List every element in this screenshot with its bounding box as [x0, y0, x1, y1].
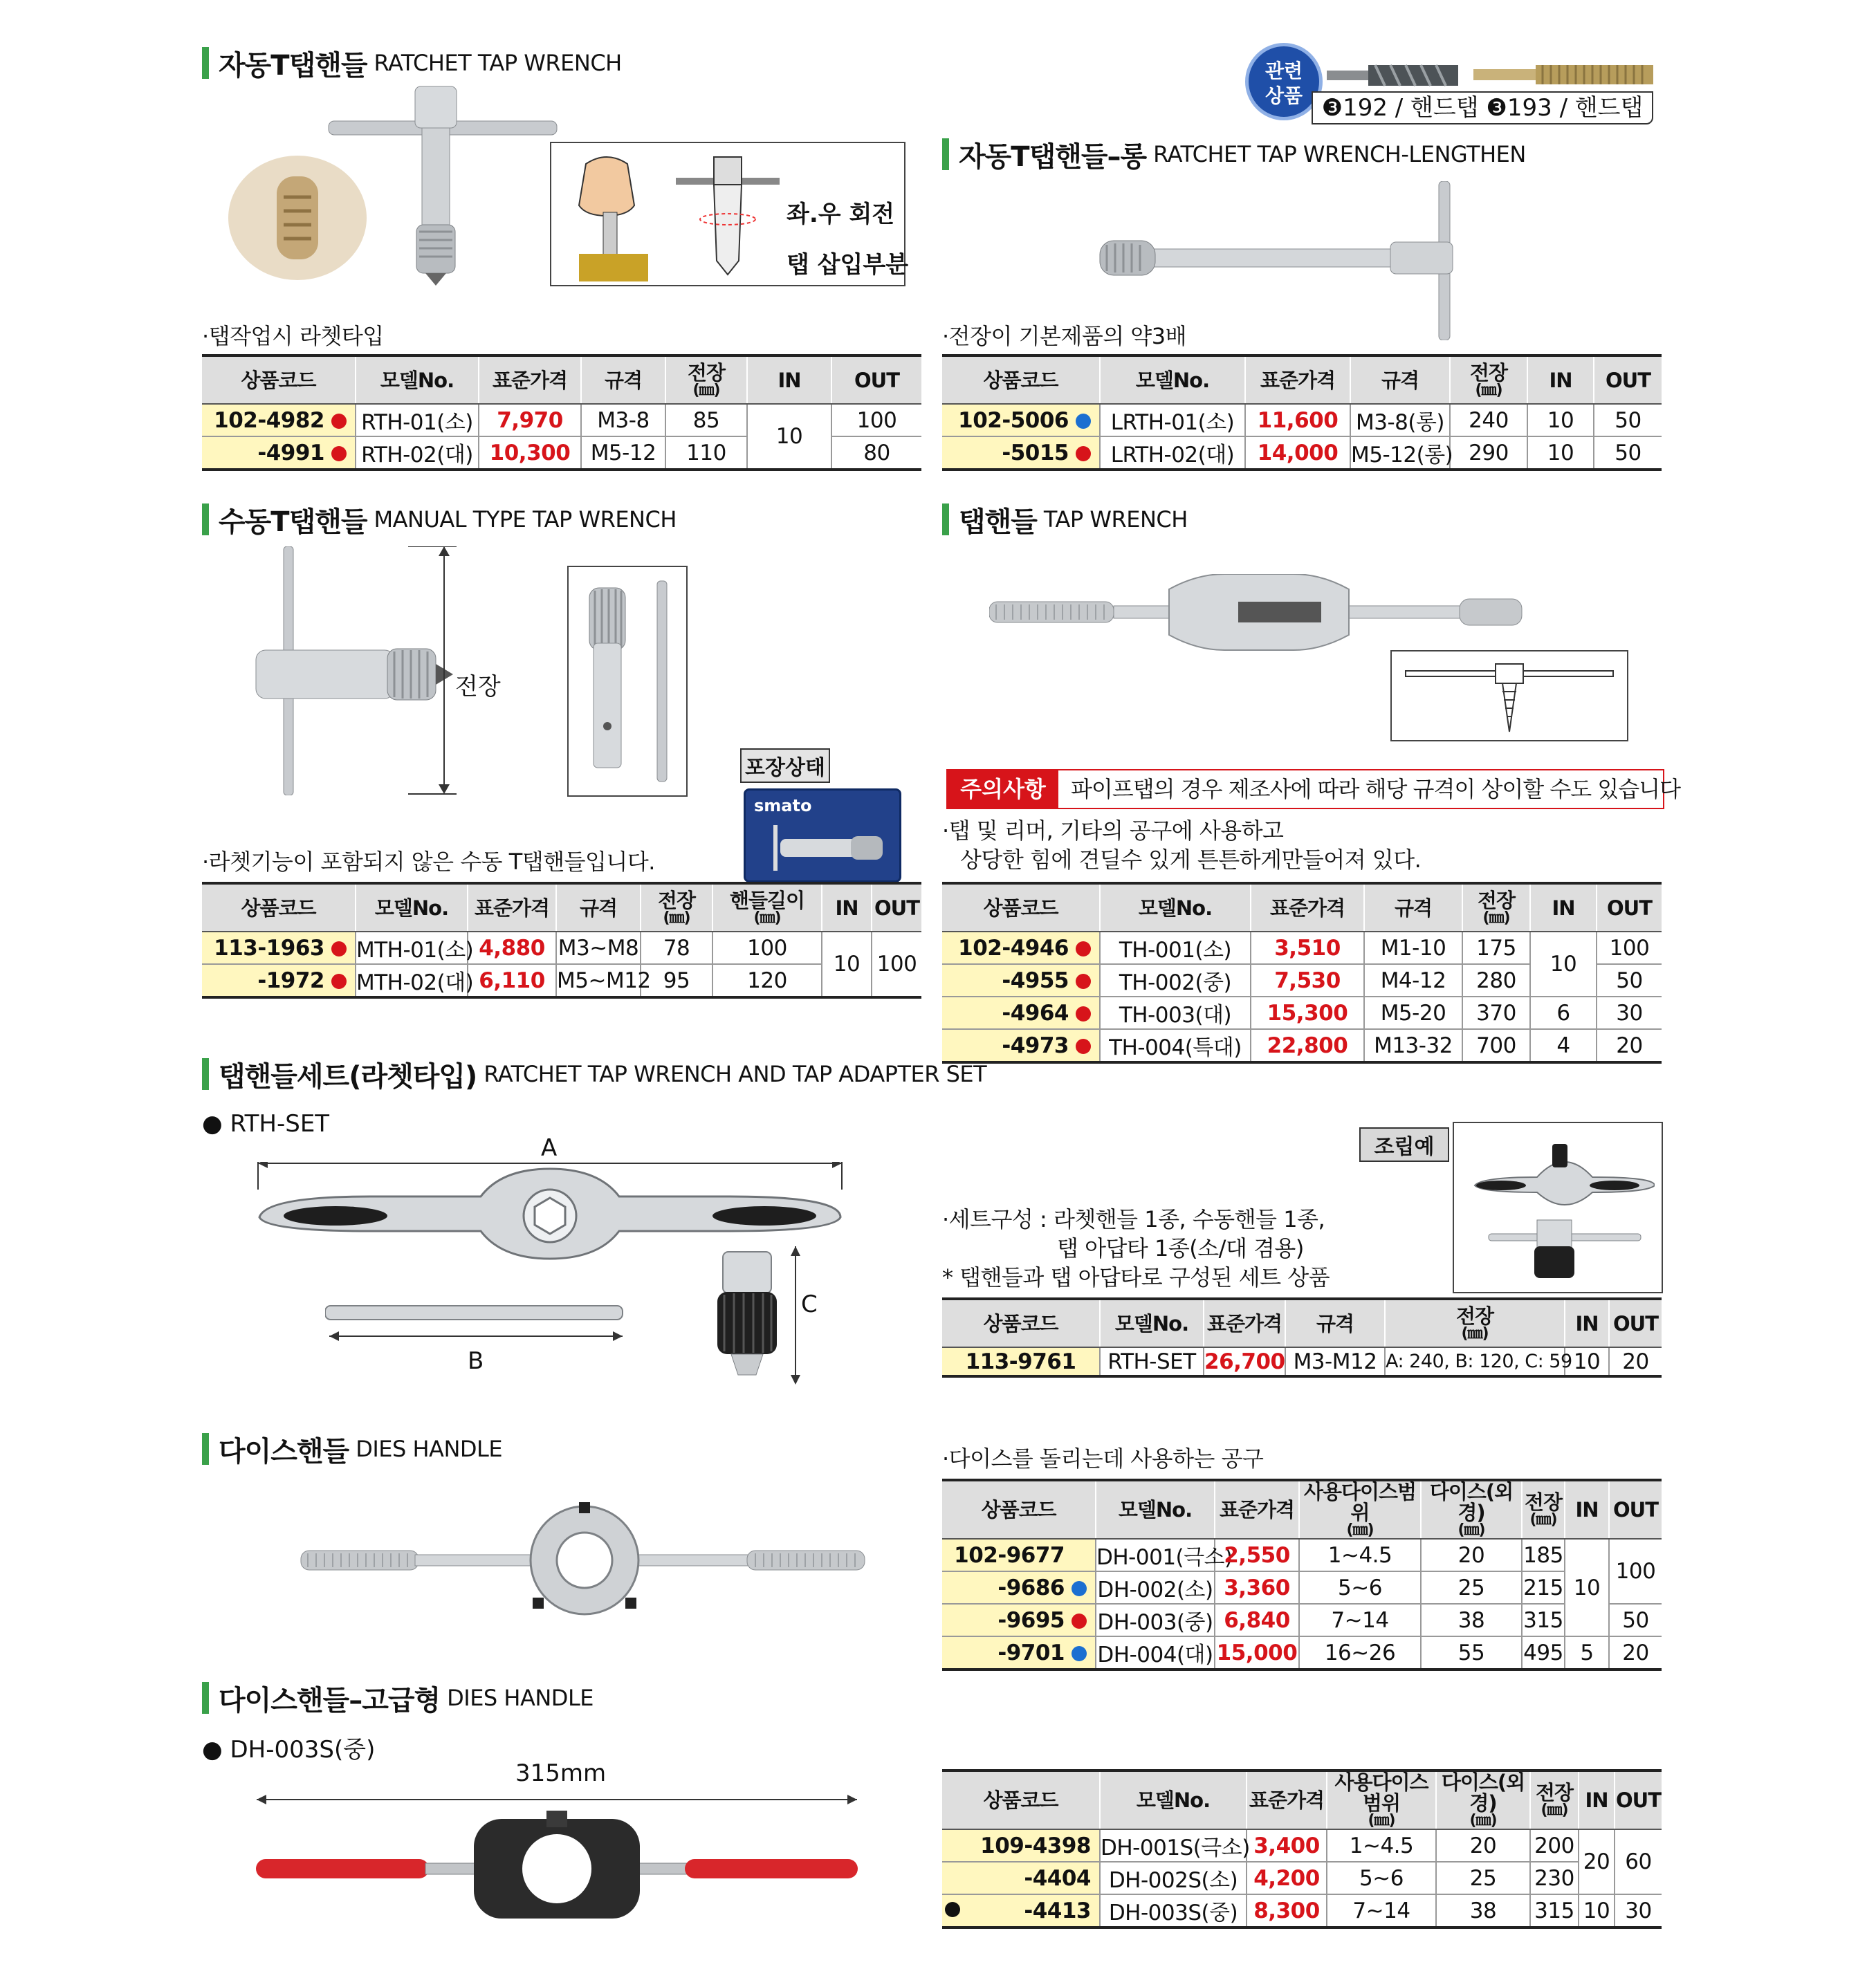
- table-row: -5015 LRTH-02(대) 14,000 M5-12(롱) 290 10 50: [942, 436, 1662, 470]
- dies-premium-bullet: ● DH-003S(중): [202, 1736, 376, 1764]
- table-row: 102-4982 RTH-01(소) 7,970 M3-8 85 10 100: [202, 404, 921, 436]
- hand-tap-image: [1473, 61, 1660, 89]
- tap-wrench-table: 상품코드 모델No. 표준가격 규격 전장 (㎜) IN OUT 102-4946 TH-001(소) 3,510 M1-10 175 10 100 -4955 TH-002(중) 7,530 M4-12 280 50 -4964 TH-003(대) 15,300 M5-20 370 6 30 -4973 TH-004(특대) 22,800 M13-32 700 4 20: [942, 882, 1662, 1064]
- package-brand: smato: [754, 796, 812, 815]
- dies-table: 상품코드 모델No. 표준가격 사용다이스범위 (㎜) 다이스(외경) (㎜) 전장 (㎜) IN OUT 102-9677 DH-001(극소) 2,550 1~4.5 20 185 10 100 -9686 DH-002(소) 3,360 5~6 25 215 -9695 DH-003(중) 6,840 7~14 38 315 50 -9701 DH-004(대) 15,000 16~26 55 495 5 20: [942, 1479, 1662, 1671]
- status-dot: [331, 974, 347, 989]
- table-row: -1972 MTH-02(대) 6,110 M5~M12 95 120: [202, 964, 921, 997]
- table-row: 113-1963 MTH-01(소) 4,880 M3~M8 78 100 10 100: [202, 932, 921, 964]
- table-row: -4991 RTH-02(대) 10,300 M5-12 110 80: [202, 436, 921, 470]
- table-row: -4964 TH-003(대) 15,300 M5-20 370 6 30: [942, 997, 1662, 1029]
- package-tag: 포장상태: [740, 748, 830, 783]
- wrench-diagram: [676, 150, 780, 281]
- tap-wrench-diagram: [1390, 650, 1628, 741]
- tap-wrench-diagram-svg: [1399, 658, 1620, 734]
- ratchet-note: ·탭작업시 라쳇타입: [202, 323, 384, 349]
- spiral-tap-image: [1327, 61, 1465, 91]
- status-dot: [1072, 1581, 1087, 1596]
- dim-label-c: C: [801, 1291, 818, 1318]
- status-dot: [331, 446, 347, 461]
- manual-wrench-image: [249, 546, 470, 795]
- table-row: 102-4946 TH-001(소) 3,510 M1-10 175 10 100: [942, 932, 1662, 964]
- table-row: -9695 DH-003(중) 6,840 7~14 38 315 50: [942, 1604, 1662, 1636]
- table-row: -9686 DH-002(소) 3,360 5~6 25 215: [942, 1571, 1662, 1604]
- section-title-ratchet: 자동T탭핸들 RATCHET TAP WRENCH: [202, 47, 622, 79]
- ratchet-usage-diagram: [550, 142, 909, 286]
- assembly-tag: 조립예: [1359, 1127, 1449, 1162]
- dim-label-a: A: [541, 1134, 558, 1162]
- status-dot: [331, 941, 347, 956]
- status-dot: [331, 414, 347, 429]
- bullet-dot: ●: [202, 1736, 223, 1764]
- set-table: 상품코드 모델No. 표준가격 규격 전장 (㎜) IN OUT 113-9761 RTH-SET 26,700 M3-M12 A: 240, B: 120, C: 59 10 20: [942, 1297, 1662, 1378]
- tap-wrench-note-1: ·탭 및 리머, 기타의 공구에 사용하고: [942, 817, 1284, 844]
- dimension-label: 315mm: [515, 1759, 607, 1787]
- set-note-1: ·세트구성 : 라쳇핸들 1종, 수동핸들 1종,: [942, 1206, 1325, 1232]
- manual-parts-svg: [576, 574, 679, 788]
- assembly-svg: [1461, 1130, 1655, 1285]
- related-products: [1245, 43, 1660, 126]
- package-wrench-svg: [773, 818, 891, 874]
- set-note-2: 탭 아답타 1종(소/대 겸용): [1057, 1235, 1304, 1261]
- caution-box: [946, 769, 1681, 809]
- section-title-tap-wrench: 탭핸들 TAP WRENCH: [942, 503, 1188, 535]
- length-label: 전장: [455, 673, 501, 701]
- status-dot: [1076, 1006, 1091, 1022]
- section-title-ratchet-long: 자동T탭핸들–롱 RATCHET TAP WRENCH-LENGTHEN: [942, 138, 1526, 170]
- dies-premium-image: [252, 1784, 861, 1923]
- status-dot: [1076, 941, 1091, 956]
- set-note-3: * 탭핸들과 탭 아답타로 구성된 세트 상품: [942, 1264, 1330, 1291]
- tap-wrench-note-2: 상당한 힘에 견딜수 있게 튼튼하게만들어져 있다.: [960, 847, 1422, 873]
- status-dot: [1072, 1549, 1087, 1564]
- section-title-dies-premium: 다이스핸들–고급형 DIES HANDLE: [202, 1682, 594, 1714]
- ratchet-table: 상품코드 모델No. 표준가격 규격 전장 (㎜) IN OUT 102-4982 RTH-01(소) 7,970 M3-8 85 10 100 -4991 RTH-02(대) 10,300 M5-12 110 80: [202, 354, 921, 471]
- table-row: -9701 DH-004(대) 15,000 16~26 55 495 5 20: [942, 1636, 1662, 1670]
- manual-table: 상품코드 모델No. 표준가격 규격 전장 (㎜) 핸들길이 (㎜) IN OUT 113-1963 MTH-01(소) 4,880 M3~M8 78 100 10 100 -1972 MTH-02(대) 6,110 M5~M12 95 120: [202, 882, 921, 999]
- related-badge: 관련 상품: [1245, 43, 1323, 120]
- caution-tag: 주의사항: [948, 770, 1058, 808]
- table-row: 102-5006 LRTH-01(소) 11,600 M3-8(롱) 240 10 50: [942, 404, 1662, 436]
- table-row: -4973 TH-004(특대) 22,800 M13-32 700 4 20: [942, 1029, 1662, 1062]
- table-row: -4413 DH-003S(중) 8,300 7~14 38 315 10 30: [942, 1894, 1662, 1928]
- dim-label-b: B: [468, 1347, 484, 1375]
- ratchet-long-image: [1093, 181, 1480, 340]
- manual-note: ·라쳇기능이 포함되지 않은 수동 T탭핸들입니다.: [202, 849, 655, 875]
- caution-text: 파이프탭의 경우 제조사에 따라 해당 규격이 상이할 수도 있습니다: [1071, 776, 1681, 802]
- table-row: -4955 TH-002(중) 7,530 M4-12 280 50: [942, 964, 1662, 997]
- status-dot: [1076, 1039, 1091, 1054]
- section-title-manual: 수동T탭핸들 MANUAL TYPE TAP WRENCH: [202, 503, 677, 535]
- table-row: 113-9761 RTH-SET 26,700 M3-M12 A: 240, B: 120, C: 59 10 20: [942, 1347, 1662, 1376]
- assembly-image: [1453, 1122, 1663, 1293]
- table-row: 109-4398 DH-001S(극소) 3,400 1~4.5 20 200 20 60: [942, 1829, 1662, 1862]
- status-dot: [1076, 974, 1091, 989]
- dies-premium-table: 상품코드 모델No. 표준가격 사용다이스범위 (㎜) 다이스(외경) (㎜) 전장 (㎜) IN OUT 109-4398 DH-001S(극소) 3,400 1~4.5 20 200 20 60 -4404 DH-002S(소) 4,200 5~6 25 230 -4413 DH-003S(중) 8,300 7~14 38 315 10 30: [942, 1769, 1662, 1929]
- section-title-dies: 다이스핸들 DIES HANDLE: [202, 1433, 502, 1465]
- insert-label: 탭 삽입부분: [787, 251, 909, 279]
- table-row: 102-9677 DH-001(극소) 2,550 1~4.5 20 185 10 100: [942, 1539, 1662, 1571]
- section-title-set: 탭핸들세트(라쳇타입) RATCHET TAP WRENCH AND TAP ADAPTER SET: [202, 1058, 986, 1090]
- related-text[interactable]: ❸192 / 핸드탭 ❸193 / 핸드탭: [1312, 91, 1653, 124]
- table-row: -4404 DH-002S(소) 4,200 5~6 25 230: [942, 1862, 1662, 1894]
- hand-diagram: [558, 150, 655, 281]
- status-dot: [1076, 446, 1091, 461]
- package-image: [744, 788, 901, 882]
- status-dot: [1072, 1646, 1087, 1661]
- status-dot: [945, 1902, 960, 1917]
- ratchet-long-table: 상품코드 모델No. 표준가격 규격 전장 (㎜) IN OUT 102-5006 LRTH-01(소) 11,600 M3-8(롱) 240 10 50 -5015 LRTH-02(대) 14,000 M5-12(롱) 290 10 50: [942, 354, 1662, 471]
- bullet-dot: ●: [202, 1110, 223, 1138]
- rotate-label: 좌.우 회전: [787, 201, 895, 228]
- ratchet-long-note: ·전장이 기본제품의 약3배: [942, 323, 1186, 349]
- status-dot: [1076, 414, 1091, 429]
- ratchet-wrench-image: [228, 80, 567, 287]
- status-dot: [1072, 1614, 1087, 1629]
- manual-parts-image: [567, 566, 688, 797]
- dies-note: ·다이스를 돌리는데 사용하는 공구: [942, 1445, 1264, 1472]
- dies-handle-image: [297, 1501, 872, 1618]
- set-bullet: ● RTH-SET: [202, 1110, 330, 1138]
